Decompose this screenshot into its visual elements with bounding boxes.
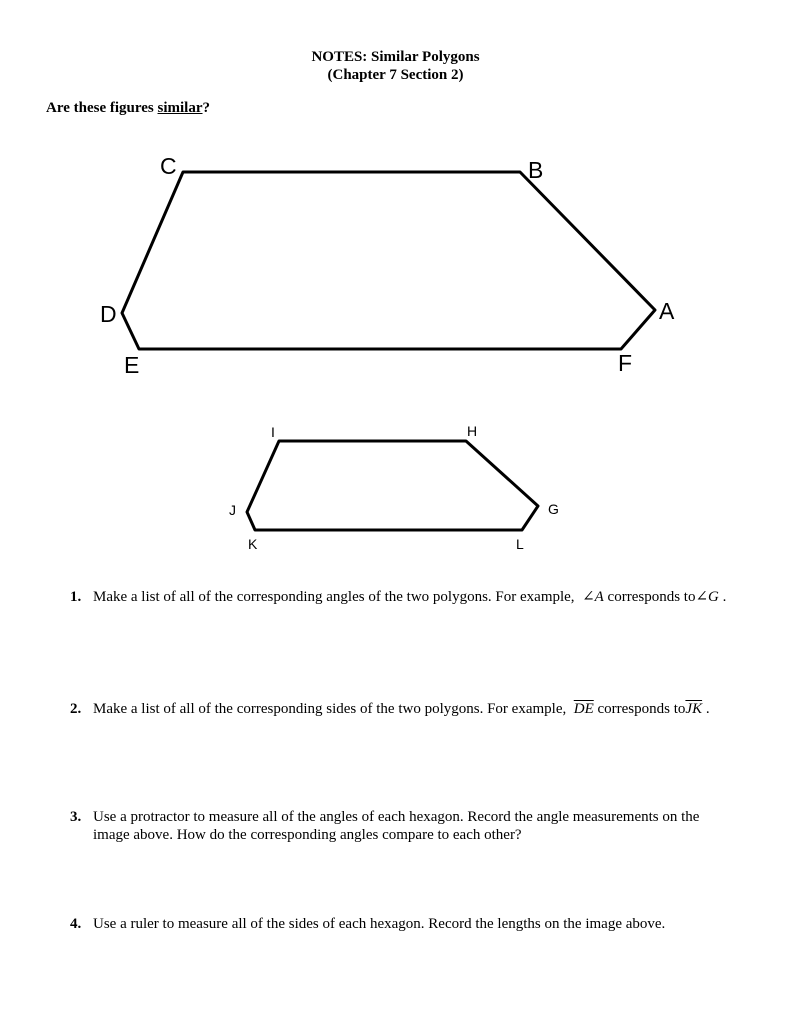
- question-4: [70, 915, 730, 933]
- prompt-text: Are these figures: [46, 100, 158, 116]
- question-number: 3.: [70, 809, 82, 825]
- question-body: [93, 700, 730, 718]
- question-text-end: .: [702, 701, 710, 717]
- question-number: 2.: [70, 701, 82, 717]
- small-hexagon: [247, 441, 538, 530]
- question-text: Use a ruler to measure all of the sides of each hexagon. Record the lengths on the image above.: [93, 916, 666, 932]
- vertex-label-a: A: [659, 298, 675, 324]
- vertex-label-c: C: [160, 153, 177, 179]
- vertex-label-l: L: [516, 536, 524, 552]
- vertex-label-e: E: [124, 352, 140, 378]
- question-number: 4.: [70, 916, 82, 932]
- vertex-label-j: J: [229, 502, 236, 518]
- question-1: [70, 588, 730, 606]
- question-3: [70, 808, 730, 844]
- angle-a-symbol: ∠A: [582, 589, 604, 605]
- question-text: Use a protractor to measure all of the angles of each hexagon. Record the angle measurements on the image above. How do the corresponding angles compare to each other?: [93, 809, 700, 843]
- angle-g-symbol: ∠G: [695, 589, 719, 605]
- question-text-end: .: [718, 589, 727, 605]
- page-subtitle: (Chapter 7 Section 2): [327, 67, 464, 83]
- prompt-underlined-word: similar: [157, 100, 203, 116]
- vertex-label-b: B: [528, 157, 544, 183]
- segment-jk-symbol: $\overline{JK}$: [685, 701, 703, 717]
- question-body: [93, 588, 730, 606]
- question-text: Make a list of all of the corresponding angles of the two polygons. For example,: [93, 589, 575, 605]
- vertex-label-i: I: [271, 424, 275, 440]
- vertex-label-d: D: [100, 301, 117, 327]
- vertex-label-h: H: [467, 423, 478, 439]
- question-number: 1.: [70, 589, 82, 605]
- segment-de-symbol: $\overline{DE}$: [573, 701, 594, 717]
- page-title: NOTES: Similar Polygons: [311, 49, 480, 65]
- question-text: Make a list of all of the corresponding sides of the two polygons. For example,: [93, 701, 567, 717]
- question-text-middle: corresponds to: [603, 589, 696, 605]
- vertex-label-k: K: [248, 536, 258, 552]
- question-2: [70, 700, 730, 718]
- vertex-label-g: G: [548, 501, 559, 517]
- prompt-end: ?: [202, 100, 211, 116]
- question-text-middle: corresponds to: [593, 701, 686, 717]
- vertex-label-f: F: [618, 350, 633, 376]
- large-hexagon: [122, 172, 655, 349]
